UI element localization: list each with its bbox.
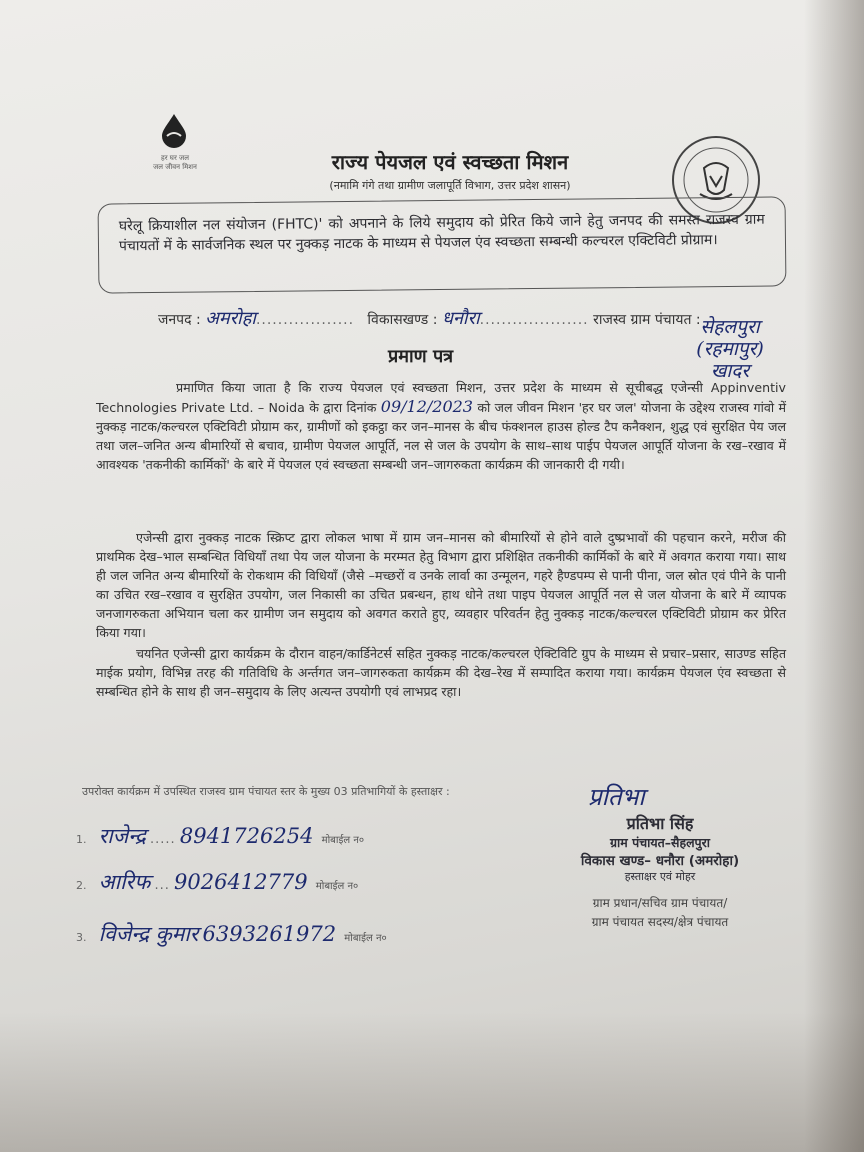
page-title: राज्य पेयजल एवं स्वच्छता मिशन [331, 150, 569, 174]
panchayat-value-line-3: खादर [710, 360, 750, 382]
mobile-label: मोबाईल न० [344, 933, 387, 944]
participant-name: आरिफ [98, 870, 151, 894]
logo-caption-2: जल जीवन मिशन [153, 163, 197, 171]
mobile-label: मोबाईल न० [315, 881, 359, 892]
row-number: 1. [76, 833, 87, 846]
logo-caption-1: हर घर जल [161, 154, 189, 162]
designation-line-2: ग्राम पंचायत सदस्य/क्षेत्र पंचायत [591, 915, 729, 929]
program-description-box: घरेलू क्रियाशील नल संयोजन (FHTC)' को अपनाने के लिये समुदाय को प्रेरित किये जाने हेतु जनपद की समस्त राजस्व ग्राम पंचायतों में के सार्वजनिक स्थल पर नुक्कड़ नाटक के माध्यम से पेयजल एंव स्वच्छता सम्बन्धी कल्चरल एक्टिविटी प्रोग्राम। [98, 196, 787, 293]
participant-phone: 8941726254 [179, 824, 314, 848]
paragraph-1-end: को जल जीवन मिशन 'हर घर जल' योजना के उद्देश्य राजस्व गांवो में नुक्कड़ नाटक/कल्चरल एक्टिविटी प्रोग्राम कर, ग्रामीणों को इकट्ठा कर जन–मानस के बीच फंक्शनल हाउस होल्ड टैप कनैक्शन, शुद्ध एवं सुरक्षित पेय जल तथा जल–जनित अन्य बीमारियों से बचाव, ग्रामीण पेयजल आपूर्ति, नल से जल के उपयोग के साथ–साथ पाईप पेयजल आपूर्ति योजना के रख–रखाव में आवश्यक 'तकनीकी कार्मिकों' के बारे में पेयजल एवं स्वच्छता सम्बन्धी जन–जागरुकता कार्यक्रम की जानकारी दी गयी। [96, 400, 786, 472]
page-subtitle: (नमामि गंगे तथा ग्रामीण जलापूर्ति विभाग, उत्तर प्रदेश शासन) [329, 179, 571, 192]
panchayat-value-line-1: सेहलपुरा [700, 316, 760, 338]
water-drop-icon [156, 112, 192, 148]
panchayat-value-line-2: (रहमापुर) [696, 338, 764, 360]
panchayat-value [680, 316, 780, 382]
designation-line-1: ग्राम प्रधान/सचिव ग्राम पंचायत/ [592, 896, 728, 910]
paragraph-1-start: प्रमाणित किया जाता है कि राज्य पेयजल एवं स्वच्छता मिशन, उत्तर प्रदेश के माध्यम से सूचीबद्ध एजेन्सी Appinventiv Technologies Private Ltd. – Noida के द्वारा दिनांक [96, 380, 786, 415]
participant-phone: 6393261972 [202, 922, 337, 946]
block-label: विकासखण्ड : [367, 312, 438, 328]
stamp-name: प्रतिभा सिंह [626, 814, 694, 833]
location-fields: जनपद : अमरोहा.................. विकासखण्ड : धनौरा.................... राजस्व ग्राम पंचायत : [158, 308, 701, 329]
stamp-line-3: हस्ताक्षर एवं मोहर [624, 870, 696, 883]
stamp-line-2: विकास खण्ड– धनौरा (अमरोहा) [580, 853, 740, 869]
shadow-overlay-bottom [0, 1012, 864, 1152]
designation-text [520, 894, 800, 932]
stamp-line-1: ग्राम पंचायत–सैहलपुरा [609, 835, 711, 850]
panchayat-label: राजस्व ग्राम पंचायत : [593, 312, 701, 328]
shadow-overlay [804, 0, 864, 1152]
paragraph-2 [96, 528, 786, 642]
jal-jeevan-mission-logo [140, 110, 210, 190]
row-number: 3. [76, 931, 87, 944]
participant-row: 2. आरिफ ... 9026412779 मोबाईल न० [76, 870, 359, 894]
paragraph-1 [96, 378, 786, 474]
participant-row: 1. राजेन्द्र ..... 8941726254 मोबाईल न० [76, 824, 365, 848]
participant-name: विजेन्द्र कुमार [98, 922, 199, 946]
row-number: 2. [76, 879, 87, 892]
block-value: धनौरा [441, 308, 480, 329]
participant-phone: 9026412779 [174, 870, 308, 894]
paragraph-3 [96, 644, 786, 701]
official-stamp [540, 812, 780, 884]
certificate-heading: प्रमाण पत्र [388, 346, 454, 367]
participant-row [76, 920, 387, 948]
janpad-label: जनपद : [158, 312, 201, 328]
paragraph-3-text: चयनित एजेन्सी द्वारा कार्यक्रम के दौरान वाहन/कार्डिनेटर्स सहित नुक्कड़ नाटक/कल्चरल ऐक्टिविटि ग्रुप के माध्यम से प्रचार–प्रसार, साउण्ड सहित माईक प्रयोग, विभिन्न तरह की गतिविधि के अर्न्तगत जन–जागरुकता कार्यक्रम की देख–रेख में सम्पादित कराया गया। कार्यक्रम पेयजल एंव स्वच्छता से सम्बन्धित होने के साथ ही जन–समुदाय के लिए अत्यन्त उपयोगी एवं लाभप्रद रहा। [96, 646, 786, 699]
event-date: 09/12/2023 [380, 397, 473, 416]
janpad-value: अमरोहा [205, 308, 256, 329]
pradhan-signature: प्रतिभा [588, 783, 645, 811]
participants-note: उपरोक्त कार्यक्रम में उपस्थित राजस्व ग्राम पंचायत स्तर के मुख्य 03 प्रतिभागियों के हस्ताक्षर : [82, 785, 450, 798]
mobile-label: मोबाईल न० [321, 835, 365, 846]
participant-name: राजेन्द्र [98, 824, 146, 848]
paragraph-2-text: एजेन्सी द्वारा नुक्कड़ नाटक स्क्रिप्ट द्वारा लोकल भाषा में ग्राम जन–मानस को बीमारियों से होने वाले दुष्प्रभावों की पहचान करने, मरीज की प्राथमिक देख–भाल सम्बन्धित विधियाँ तथा पेय जल योजना के मरम्मत हेतु विभाग द्वारा प्रशिक्षित तकनीकी कार्मिकों के बारे में अवगत कराया गया। साथ ही जल जनित अन्य बीमारियों के रोकथाम की विधियाँ (जैसे –मच्छरों व उनके लार्वा का उन्मूलन, गहरे हैण्डपम्प से पानी पीना, जल स्रोत एवं पीने के पानी का उचित रख–रखाव व सुरक्षित उपयोग, जल निकासी का उचित प्रबन्धन, हाथ धोने तथा पाइप पेयजल आपूर्ति नल से जल योजना के बारे में व्यापक जनजागरुकता अभियान चला कर ग्रामीण जन समुदाय को अवगत कराते हुए, व्यवहार परिवर्तन हेतु नुक्कड़ नाटक/कल्चरल एक्टिविटी प्रोग्राम कर प्रेरित किया गया। [96, 530, 786, 640]
